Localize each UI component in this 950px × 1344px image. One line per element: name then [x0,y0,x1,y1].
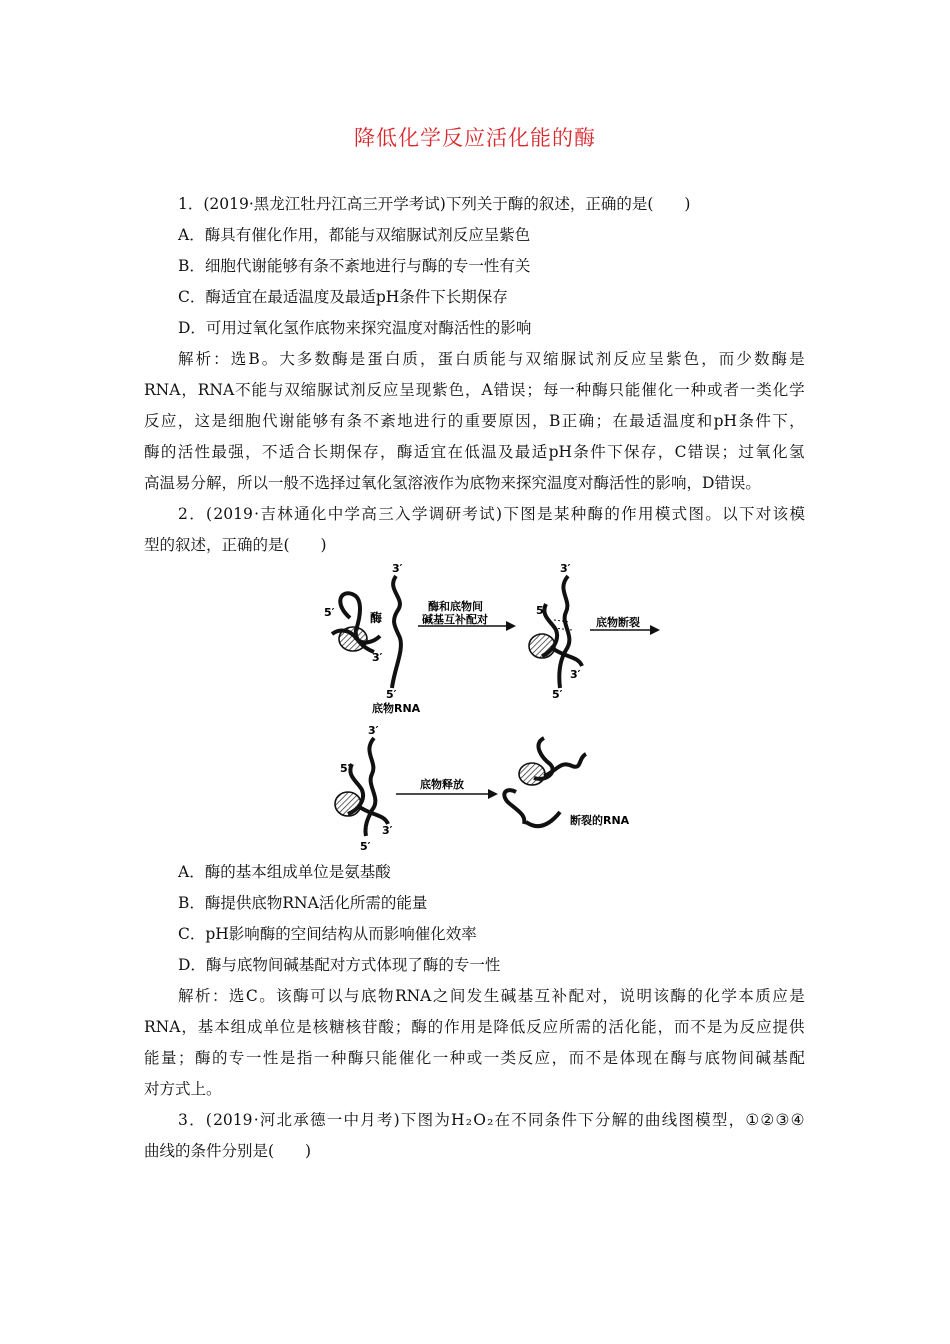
panel-enzyme-and-substrate [324,562,421,715]
q1-analysis-line-5: 高温易分解，所以一般不选择过氧化氢溶液作为底物来探究温度对酶活性的影响，D错误。 [144,474,761,492]
q1-stem: 1．(2019·黑龙江牡丹江高三开学考试)下列关于酶的叙述，正确的是( ) [178,195,691,213]
panel-released-products [504,738,629,827]
arrow-substrate-release [396,777,498,799]
q2-analysis-line-2: RNA ， 基 本 组 成 单 位 是 核 糖 核 苷 酸 ； 酶 的 作 用 是 降 低 反 应 所 需 的 活 化 能 ， 而 不 是 为 反 应 提 供 [144,1018,805,1036]
page-title: 降低化学反应活化能的酶 [354,126,596,150]
enzyme-model-figure [320,560,660,850]
label-3prime-substrate: 3′ [392,562,403,575]
q2-stem-line-2: 型的叙述，正确的是( ) [144,536,327,554]
label-3prime-cleaved-bottom: 3′ [382,824,393,837]
q2-analysis-line-4: 对方式上。 [144,1080,222,1098]
label-substrate-rna: 底物RNA [372,702,421,715]
q1-option-a: A．酶具有催化作用，都能与双缩脲试剂反应呈紫色 [178,226,531,244]
label-step2: 底物断裂 [596,616,640,629]
q1-option-c: C．酶适宜在最适温度及最适pH条件下长期保存 [178,288,508,306]
label-3prime-enzyme: 3′ [372,651,383,664]
label-3prime-cleaved-top: 3′ [368,724,379,737]
q2-option-c: C．pH影响酶的空间结构从而影响催化效率 [178,925,477,943]
q2-analysis-line-3: 能 量 ； 酶 的 专 一 性 是 指 一 种 酶 只 能 催 化 一 种 或 一 类 反 应 ， 而 不 是 体 现 在 酶 与 底 物 间 碱 基 配 [144,1049,805,1067]
panel-cleaved-complex [335,724,393,850]
label-5prime-cleaved: 5′ [340,762,351,775]
label-step1-line2: 碱基互补配对 [422,613,488,626]
label-3prime-complex-top: 3′ [560,562,571,575]
q2-analysis-line-1: 解 析 ： 选 C 。 该 酶 可 以 与 底 物 RNA 之 间 发 生 碱 基 互 补 配 对 ， 说 明 该 酶 的 化 学 本 质 应 是 [178,987,805,1005]
q2-stem-line-1: 2 ． ( 2019 · 吉 林 通 化 中 学 高 三 入 学 调 研 考 试 ) 下 图 是 某 种 酶 的 作 用 模 式 图 。 以 下 对 该 模 [178,505,805,523]
panel-bound-complex [529,562,582,701]
label-enzyme: 酶 [370,611,383,625]
q1-analysis-line-4: 酶 的 活 性 最 强 ， 不 适 合 长 期 保 存 ， 酶 适 宜 在 低 温 及 最 适 pH 条 件 下 保 存 ， C 错 误 ； 过 氧 化 氢 [144,443,805,461]
label-3prime-complex-bottom: 3′ [570,668,581,681]
q1-option-d: D．可用过氧化氢作底物来探究温度对酶活性的影响 [178,319,532,337]
arrow-base-pairing [418,599,516,631]
label-5prime-enzyme: 5′ [324,606,335,619]
label-cleaved-rna: 断裂的RNA [570,814,630,827]
q1-analysis-line-3: 反 应 ， 这 是 细 胞 代 谢 能 够 有 条 不 紊 地 进 行 的 重 要 原 因 ， B 正 确 ； 在 最 适 温 度 和 pH 条 件 下 ， [144,412,805,430]
label-5prime-substrate: 5′ [386,688,397,701]
q2-option-a: A．酶的基本组成单位是氨基酸 [178,863,391,881]
label-5prime-complex-bottom: 5′ [552,688,563,701]
arrow-substrate-cleavage [590,615,660,635]
label-5prime-cleaved-bottom: 5′ [360,840,371,850]
q1-analysis-line-1: 解 析 ： 选 B 。 大 多 数 酶 是 蛋 白 质 ， 蛋 白 质 能 与 双 缩 脲 试 剂 反 应 呈 紫 色 ， 而 少 数 酶 是 [178,350,805,368]
q1-analysis-line-2: RNA ， RNA 不 能 与 双 缩 脲 试 剂 反 应 呈 现 紫 色 ， A 错 误 ； 每 一 种 酶 只 能 催 化 一 种 或 者 一 类 化 学 [144,381,805,399]
q3-stem-line-1: 3 ． ( 2019 · 河 北 承 德 一 中 月 考 ) 下 图 为 H ₂ O ₂ 在 不 同 条 件 下 分 解 的 曲 线 图 模 型 ， ① ② ③ ④ [178,1111,805,1129]
q2-option-b: B．酶提供底物RNA活化所需的能量 [178,894,428,912]
label-step1-line1: 酶和底物间 [428,600,483,613]
q1-option-b: B．细胞代谢能够有条不紊地进行与酶的专一性有关 [178,257,531,275]
q2-option-d: D．酶与底物间碱基配对方式体现了酶的专一性 [178,956,501,974]
label-5prime-complex: 5′ [536,604,547,617]
q3-stem-line-2: 曲线的条件分别是( ) [144,1142,312,1160]
label-step3: 底物释放 [420,778,464,791]
